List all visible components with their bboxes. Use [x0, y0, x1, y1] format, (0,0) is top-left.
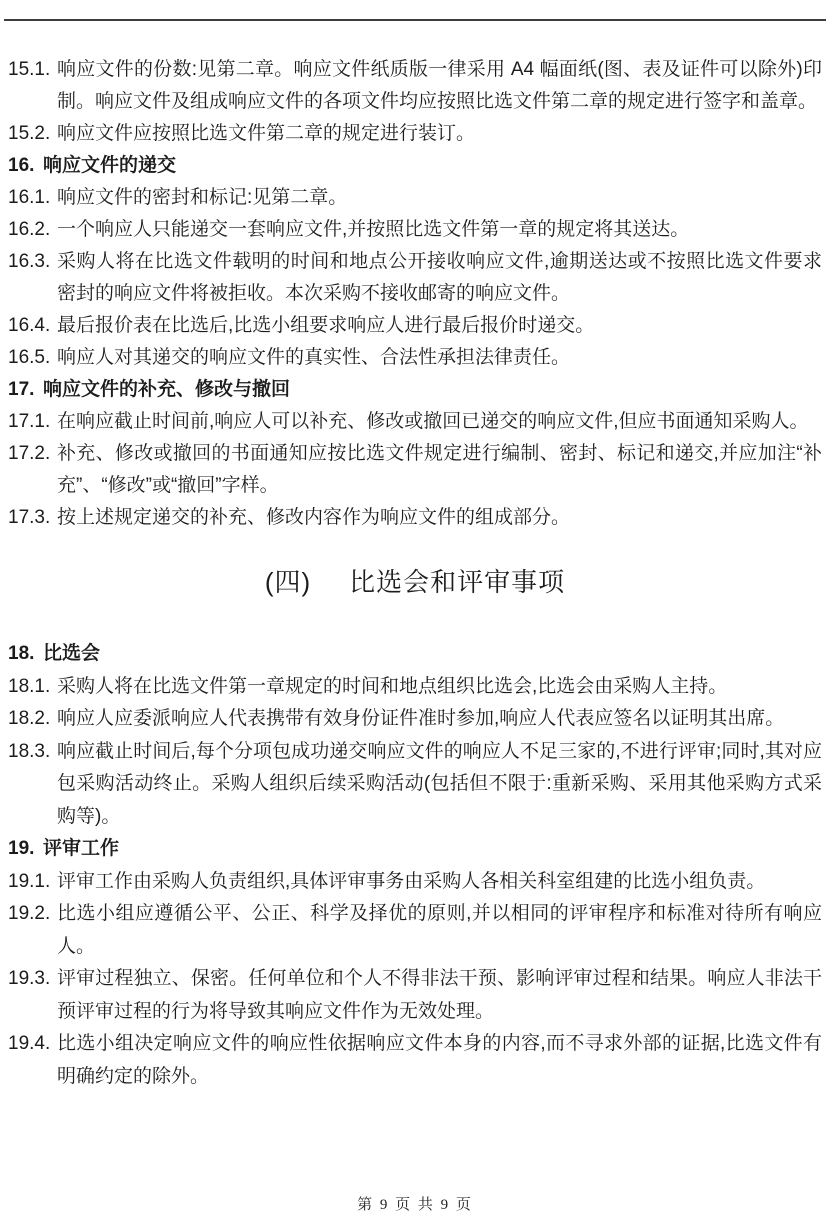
clause-text: 响应截止时间后,每个分项包成功递交响应文件的响应人不足三家的,不进行评审;同时,其对应包采购活动终止。采购人组织后续采购活动(包括但不限于:重新采购、采用其他采购方式采购等)。: [57, 740, 822, 827]
clause-text: 评审过程独立、保密。任何单位和个人不得非法干预、影响评审过程和结果。响应人非法干预评审过程的行为将导致其响应文件作为无效处理。: [57, 968, 822, 1022]
clause-item: [8, 406, 822, 438]
document-body: [8, 54, 822, 1093]
clause-text: 响应人对其递交的响应文件的真实性、合法性承担法律责任。: [57, 347, 571, 368]
clause-text: 一个响应人只能递交一套响应文件,并按照比选文件第一章的规定将其送达。: [57, 219, 690, 240]
clause-text: 响应文件的补充、修改与撤回: [43, 379, 291, 400]
clause-text: 采购人将在比选文件载明的时间和地点公开接收响应文件,逾期送达或不按照比选文件要求密封的响应文件将被拒收。本次采购不接收邮寄的响应文件。: [57, 251, 822, 304]
clause-number: 16.: [8, 155, 35, 176]
clause-number: 15.2.: [8, 123, 51, 144]
clause-number: 19.2.: [8, 903, 51, 924]
clause-item: [8, 736, 822, 834]
section-heading-title: 比选会和评审事项: [349, 567, 566, 597]
section-heading: [8, 562, 822, 602]
clause-item: [8, 438, 822, 502]
header-rule: [4, 19, 826, 21]
clause-text: 补充、修改或撤回的书面通知应按比选文件规定进行编制、密封、标记和递交,并应加注“补充”、“修改”或“撤回”字样。: [57, 443, 822, 496]
clause-item: [8, 310, 822, 342]
clause-item: [8, 182, 822, 214]
clause-text: 响应文件应按照比选文件第二章的规定进行装订。: [57, 123, 476, 144]
clause-item: [8, 671, 822, 704]
clause-number: 16.4.: [8, 315, 51, 336]
clause-text: 响应文件的份数:见第二章。响应文件纸质版一律采用 A4 幅面纸(图、表及证件可以除外)印制。响应文件及组成响应文件的各项文件均应按照比选文件第二章的规定进行签字和盖章。: [57, 59, 822, 112]
clause-number: 16.1.: [8, 187, 51, 208]
clause-text: 比选小组应遵循公平、公正、科学及择优的原则,并以相同的评审程序和标准对待所有响应人。: [57, 903, 822, 957]
clause-number: 16.5.: [8, 347, 51, 368]
clause-item: [8, 703, 822, 736]
clause-item: [8, 866, 822, 899]
clause-heading-item: [8, 374, 822, 406]
clause-number: 19.: [8, 838, 35, 859]
clause-number: 19.4.: [8, 1033, 51, 1054]
clause-number: 19.3.: [8, 968, 51, 989]
clause-text: 比选小组决定响应文件的响应性依据响应文件本身的内容,而不寻求外部的证据,比选文件有明确约定的除外。: [57, 1033, 822, 1087]
clause-item: [8, 898, 822, 963]
clause-number: 17.1.: [8, 411, 51, 432]
clause-number: 18.: [8, 643, 35, 664]
clause-number: 17.2.: [8, 443, 51, 464]
clause-text: 响应人应委派响应人代表携带有效身份证件准时参加,响应人代表应签名以证明其出席。: [57, 708, 785, 729]
clause-item: [8, 118, 822, 150]
clause-number: 18.2.: [8, 708, 51, 729]
clause-item: [8, 502, 822, 534]
clause-number: 17.3.: [8, 507, 51, 528]
clause-item: [8, 342, 822, 374]
clause-heading-item: [8, 638, 822, 671]
clause-number: 19.1.: [8, 870, 51, 892]
clause-text: 响应文件的递交: [43, 155, 177, 176]
clause-number: 16.2.: [8, 219, 51, 240]
clause-text: 响应文件的密封和标记:见第二章。: [57, 187, 348, 208]
clause-text: 采购人将在比选文件第一章规定的时间和地点组织比选会,比选会由采购人主持。: [57, 675, 728, 697]
clause-text: 在响应截止时间前,响应人可以补充、修改或撤回已递交的响应文件,但应书面通知采购人。: [57, 411, 809, 432]
clause-heading-item: [8, 833, 822, 866]
clause-text: 评审工作由采购人负责组织,具体评审事务由采购人各相关科室组建的比选小组负责。: [57, 870, 766, 892]
clause-item: [8, 214, 822, 246]
section-heading-number: (四): [264, 567, 312, 597]
clause-number: 18.1.: [8, 675, 51, 697]
clause-number: 15.1.: [8, 59, 51, 80]
clause-number: 16.3.: [8, 251, 51, 272]
clause-text: 比选会: [43, 643, 101, 664]
clause-heading-item: [8, 150, 822, 182]
clause-item: [8, 1028, 822, 1093]
clause-number: 18.3.: [8, 740, 51, 762]
clause-item: [8, 54, 822, 118]
clause-text: 按上述规定递交的补充、修改内容作为响应文件的组成部分。: [57, 507, 571, 528]
clause-item: [8, 963, 822, 1028]
clause-item: [8, 246, 822, 310]
clause-text: 评审工作: [43, 838, 120, 859]
clause-number: 17.: [8, 379, 35, 400]
page-footer: 第 9 页 共 9 页: [357, 1197, 473, 1213]
clause-text: 最后报价表在比选后,比选小组要求响应人进行最后报价时递交。: [57, 315, 595, 336]
